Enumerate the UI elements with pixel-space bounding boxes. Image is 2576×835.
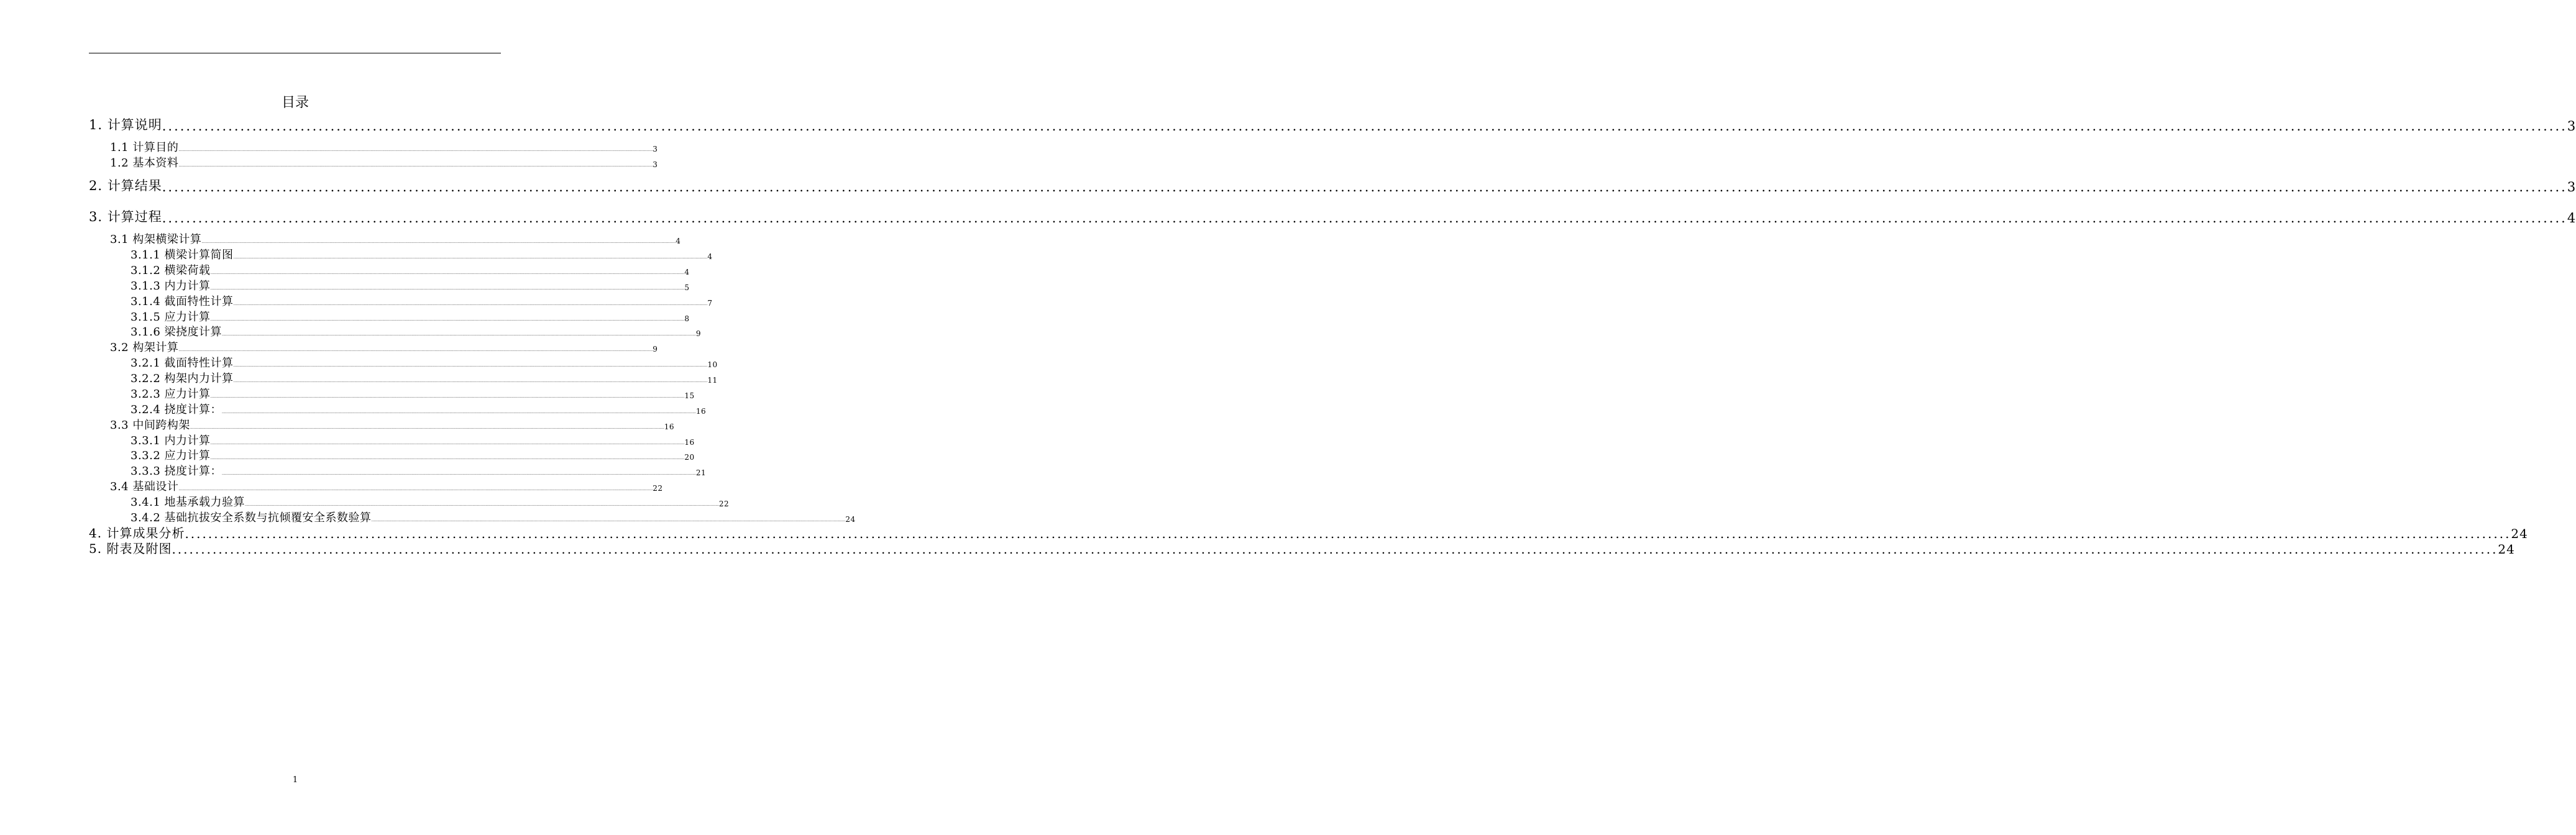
toc-entry[interactable] [89,541,2515,557]
toc-entry-label: 3.1.4 截面特性计算 [131,295,234,308]
toc-entry-label: 3.1.5 应力计算 [131,311,211,324]
dot-leader: ................................................................................................................................................................................................................................................................................................................................................................................................................ [185,526,2511,541]
dot-leader: ................................................................................................................................................................................................................................................................................................................................................................................................................ [162,211,2567,226]
dot-leader: ................................................................................................................................................................................................................................................................................................................................................................................................................ [190,426,664,430]
toc-entry-page: 8 [684,314,690,323]
dot-leader: ................................................................................................................................................................................................................................................................................................................................................................................................................ [162,180,2567,194]
toc-entry-page: 4 [676,237,681,245]
toc-entry-page: 24 [2511,526,2528,541]
dot-leader: ................................................................................................................................................................................................................................................................................................................................................................................................................ [178,487,653,491]
toc-entry-label: 3.3.1 内力计算 [131,434,211,447]
dot-leader: ................................................................................................................................................................................................................................................................................................................................................................................................................ [162,119,2567,134]
toc-entry-label: 3.2.3 应力计算 [131,388,211,401]
dot-leader: ................................................................................................................................................................................................................................................................................................................................................................................................................ [233,255,708,260]
toc-entry-label: 3.3.3 挠度计算： [131,465,222,478]
toc-entry[interactable] [131,263,690,278]
dot-leader: ................................................................................................................................................................................................................................................................................................................................................................................................................ [210,456,685,460]
dot-leader: ................................................................................................................................................................................................................................................................................................................................................................................................................ [178,348,653,352]
toc-entry-label: 3.1 构架横梁计算 [110,233,202,246]
toc-entry-page: 3 [653,145,658,153]
toc-entry-page: 9 [695,329,702,338]
toc-entry-label: 3.2.2 构架内力计算 [131,372,234,385]
toc-entry-page: 4 [707,252,713,261]
toc-entry-label: 5. 附表及附图 [89,541,172,556]
toc-entry[interactable] [131,433,695,448]
toc-entry-label: 3.4.1 地基承载力验算 [131,496,245,509]
toc-entry[interactable] [131,448,695,463]
toc-entry-page: 21 [695,468,707,477]
dot-leader: ................................................................................................................................................................................................................................................................................................................................................................................................................ [233,379,708,383]
dot-leader: ................................................................................................................................................................................................................................................................................................................................................................................................................ [210,286,685,291]
toc-entry-label: 3.1.6 梁挠度计算 [131,326,222,339]
toc-entry[interactable] [110,479,663,494]
page-number: 1 [292,775,298,785]
toc-entry-page: 7 [707,299,713,308]
toc-entry[interactable] [131,309,690,324]
toc-entry[interactable] [131,324,702,339]
toc-entry-label: 3.3 中间跨构架 [110,419,190,432]
dot-leader: ................................................................................................................................................................................................................................................................................................................................................................................................................ [172,542,2498,557]
toc-entry-label: 3.4.2 基础抗拔安全系数与抗倾覆安全系数验算 [131,511,372,524]
toc-entry[interactable] [131,386,695,401]
dot-leader: ................................................................................................................................................................................................................................................................................................................................................................................................................ [210,317,685,322]
toc-entry[interactable] [131,294,713,309]
dot-leader: ................................................................................................................................................................................................................................................................................................................................................................................................................ [201,240,676,244]
toc-entry-label: 1.1 计算目的 [110,141,179,154]
toc-entry-page: 3 [653,160,658,169]
dot-leader: ................................................................................................................................................................................................................................................................................................................................................................................................................ [233,363,708,368]
toc-entry[interactable] [110,232,681,247]
toc-entry-label: 1.2 基本资料 [110,157,179,170]
toc-entry-label: 2. 计算结果 [89,178,162,193]
toc-entry-page: 4 [684,268,690,276]
toc-entry-label: 3.2.4 挠度计算： [131,403,222,416]
toc-entry-label: 3.4 基础设计 [110,480,179,493]
toc-entry-page: 22 [653,484,663,493]
toc-entry-page: 3 [2567,180,2576,194]
toc-entry[interactable] [89,176,2576,194]
toc-entry-page: 10 [707,360,718,369]
toc-entry-label: 3.1.2 横梁荷载 [131,264,211,277]
toc-entry[interactable] [131,355,718,370]
toc-entry[interactable] [131,510,856,525]
toc-entry-page: 9 [653,345,658,354]
toc-entry-page: 22 [718,500,730,508]
toc-entry[interactable] [131,463,707,478]
toc-entry-page: 24 [845,515,856,524]
toc-entry-page: 20 [684,453,695,462]
toc-entry[interactable] [131,247,713,262]
toc-entry-page: 3 [2567,119,2576,134]
toc-entry[interactable] [89,207,2576,226]
toc-entry-page: 16 [695,407,707,416]
toc-entry-label: 4. 计算成果分析 [89,526,185,541]
toc-entry-label: 3.3.2 应力计算 [131,449,211,462]
dot-leader: ................................................................................................................................................................................................................................................................................................................................................................................................................ [178,163,653,168]
toc-entry[interactable] [110,340,658,355]
dot-leader: ................................................................................................................................................................................................................................................................................................................................................................................................................ [210,271,685,275]
toc-entry-page: 15 [684,391,695,400]
toc-entry[interactable] [131,495,730,509]
toc-entry-page: 16 [664,422,675,431]
toc-entry-page: 16 [684,438,695,447]
toc-entry[interactable] [110,155,658,170]
toc-entry-page: 11 [707,376,718,385]
toc-entry-label: 1. 计算说明 [89,117,162,132]
dot-leader: ................................................................................................................................................................................................................................................................................................................................................................................................................ [371,518,846,522]
dot-leader: ................................................................................................................................................................................................................................................................................................................................................................................................................ [210,441,685,445]
toc-entry[interactable] [131,402,707,417]
toc-entry-label: 3.2 构架计算 [110,341,179,354]
toc-entry[interactable] [110,140,658,155]
dot-leader: ................................................................................................................................................................................................................................................................................................................................................................................................................ [178,148,653,152]
dot-leader: ................................................................................................................................................................................................................................................................................................................................................................................................................ [233,302,708,306]
dot-leader: ................................................................................................................................................................................................................................................................................................................................................................................................................ [222,472,696,476]
toc-entry[interactable] [131,278,690,293]
dot-leader: ................................................................................................................................................................................................................................................................................................................................................................................................................ [245,503,719,507]
toc-entry-page: 5 [684,283,690,292]
toc-entry-label: 3.2.1 截面特性计算 [131,357,234,370]
toc-entry-label: 3. 计算过程 [89,209,162,224]
toc-entry-page: 4 [2567,211,2576,226]
toc-entry-label: 3.1.1 横梁计算简图 [131,249,234,262]
toc-entry-page: 24 [2498,542,2515,557]
toc-entry[interactable] [131,371,718,386]
dot-leader: ................................................................................................................................................................................................................................................................................................................................................................................................................ [222,332,696,337]
dot-leader: ................................................................................................................................................................................................................................................................................................................................................................................................................ [222,410,696,414]
toc-entry-label: 3.1.3 内力计算 [131,280,211,293]
dot-leader: ................................................................................................................................................................................................................................................................................................................................................................................................................ [210,395,685,399]
toc-entry[interactable] [89,115,2576,134]
toc-entry[interactable] [110,418,675,432]
toc-title: 目录 [281,95,309,111]
